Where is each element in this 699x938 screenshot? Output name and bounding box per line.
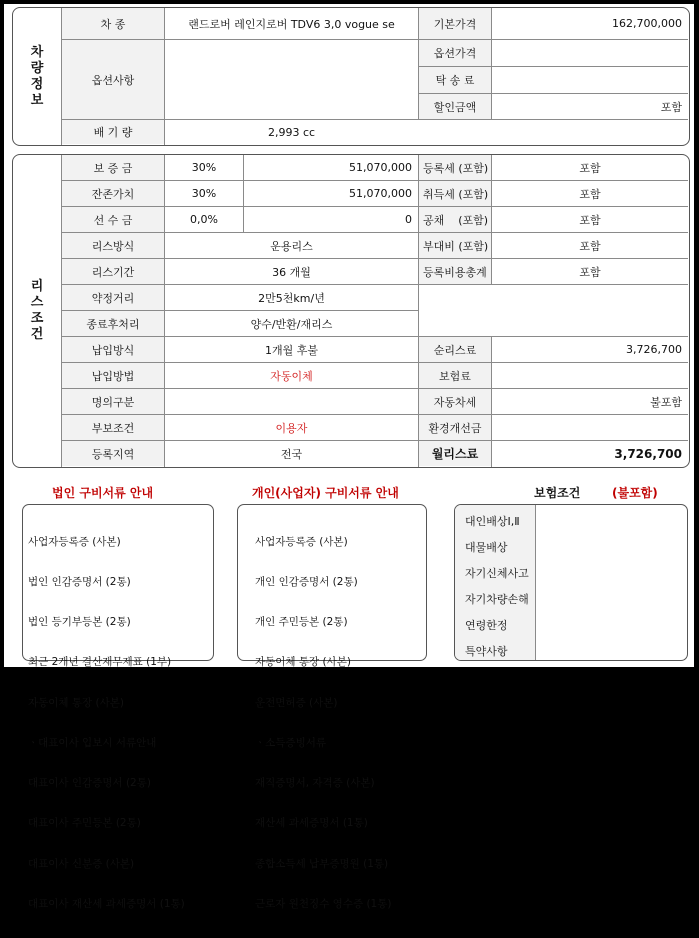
delivery-fee-label: 탁 송 료 xyxy=(419,67,491,93)
advance-value: 0 xyxy=(405,213,412,226)
base-price-value: 162,700,000 xyxy=(612,17,682,30)
region-value: 전국 xyxy=(280,447,303,461)
model-label: 차 종 xyxy=(62,8,164,39)
displacement-value: 2,993 cc xyxy=(267,125,316,139)
list-item: 재산세 과세증명서 (1통) xyxy=(255,817,368,830)
insurance-fee-value xyxy=(492,363,688,388)
deposit-value: 51,070,000 xyxy=(349,161,412,174)
incidental-value: 포함 xyxy=(579,239,601,253)
displacement-label: 배 기 량 xyxy=(62,120,164,144)
list-item: 대표이사 신분증 (사본) xyxy=(28,857,135,870)
monthly-lease-value: 3,726,700 xyxy=(614,446,682,461)
corp-docs-title: 법인 구비서류 안내 xyxy=(52,486,154,500)
option-price-label: 옵션가격 xyxy=(419,40,491,66)
vehicle-section-title: 차 량 정 보 xyxy=(30,44,44,108)
base-price-label: 기본가격 xyxy=(419,8,491,39)
options-label: 옵션사항 xyxy=(62,40,164,119)
end-process-value: 양수/반환/재리스 xyxy=(250,317,333,331)
car-tax-value: 불포함 xyxy=(650,395,682,409)
list-item: 자동이체 통장 (사본) xyxy=(255,656,352,669)
list-item: 운전면허증 (사본) xyxy=(255,696,338,709)
list-item: 법인 인감증명서 (2통) xyxy=(28,576,131,589)
car-tax-label: 자동차세 xyxy=(419,389,491,414)
residual-value: 51,070,000 xyxy=(349,187,412,200)
env-fee-value xyxy=(492,415,688,440)
list-item: ㆍ소득증빙서류 xyxy=(255,736,327,749)
vehicle-info-panel xyxy=(12,7,690,146)
list-item: 개인 인감증명서 (2통) xyxy=(255,576,358,589)
list-item: 법인 등기부등본 (2통) xyxy=(28,616,131,629)
list-item: 최근 2개년 결산재무제표 (1부) xyxy=(28,656,172,669)
list-item: 대표이사 주민등본 (2통) xyxy=(28,817,141,830)
insurance-note: (불포함) xyxy=(612,486,658,500)
insurance-item: 특약사항 xyxy=(465,645,508,658)
list-item: 사업자등록증 (사본) xyxy=(255,535,348,548)
reg-total-label: 등록비용총계 xyxy=(419,259,491,284)
insurance-item: 대인배상Ⅰ,Ⅱ xyxy=(465,515,520,528)
insurance-box xyxy=(454,504,688,661)
reg-total-value: 포함 xyxy=(579,265,601,279)
list-item: 사업자등록증 (사본) xyxy=(28,535,121,548)
monthly-lease-label: 월리스료 xyxy=(419,441,491,466)
list-item: 근로자 원천징수 영수증 (1통) xyxy=(255,897,392,910)
list-item: 종합소득세 납부증명원 (1통) xyxy=(255,857,389,870)
blank-area xyxy=(419,285,688,336)
insurance-item: 대물배상 xyxy=(465,541,508,554)
end-process-label: 종료후처리 xyxy=(62,311,164,336)
bond-label: 공채 (포함) xyxy=(419,207,491,232)
mileage-value: 2만5천km/년 xyxy=(258,291,325,305)
residual-percent: 30% xyxy=(191,187,217,200)
reg-tax-value: 포함 xyxy=(579,161,601,175)
method-label: 리스방식 xyxy=(62,233,164,258)
personal-docs-title: 개인(사업자) 구비서류 안내 xyxy=(252,486,399,500)
env-fee-label: 환경개선금 xyxy=(419,415,491,440)
insurance-item: 자기신체사고 xyxy=(465,567,529,580)
pay-way-label: 납입방식 xyxy=(62,337,164,362)
period-value: 36 개월 xyxy=(272,265,311,279)
delivery-fee-value xyxy=(492,67,688,93)
net-lease-label: 순리스료 xyxy=(419,337,491,362)
advance-percent: 0,0% xyxy=(190,213,218,226)
lease-section-title: 리 스 조 건 xyxy=(30,279,44,342)
option-price-value xyxy=(492,40,688,66)
pay-way-value: 1개월 후불 xyxy=(265,343,318,357)
reg-tax-label: 등록세 (포함) xyxy=(419,155,491,180)
list-item: 재직증명서, 자격증 (사본) xyxy=(255,777,375,790)
mileage-label: 약정거리 xyxy=(62,285,164,310)
list-item: 대표이사 인감증명서 (2통) xyxy=(28,777,151,790)
model-value: 랜드로버 레인지로버 TDV6 3,0 vogue se xyxy=(188,17,395,31)
pay-method-value: 자동이체 xyxy=(270,369,313,383)
extra-condition-label: 부보조건 xyxy=(62,415,164,440)
period-label: 리스기간 xyxy=(62,259,164,284)
insurance-fee-label: 보험료 xyxy=(419,363,491,388)
extra-condition-value: 이용자 xyxy=(275,421,308,435)
bond-value: 포함 xyxy=(579,213,601,227)
corp-docs-list xyxy=(28,509,185,938)
net-lease-value: 3,726,700 xyxy=(626,343,682,356)
list-item: 자동이체 통장 (사본) xyxy=(28,696,125,709)
residual-label: 잔존가치 xyxy=(62,181,164,206)
region-label: 등록지역 xyxy=(62,441,164,466)
insurance-title: 보험조건 xyxy=(534,486,581,500)
insurance-item: 연령한정 xyxy=(465,619,508,632)
personal-docs-list xyxy=(255,509,391,938)
discount-value: 포함 xyxy=(660,100,682,114)
lease-conditions-panel xyxy=(12,154,690,468)
incidental-label: 부대비 (포함) xyxy=(419,233,491,258)
acq-tax-label: 취득세 (포함) xyxy=(419,181,491,206)
owner-value xyxy=(165,389,418,414)
owner-label: 명의구분 xyxy=(62,389,164,414)
options-value xyxy=(165,40,418,119)
deposit-percent: 30% xyxy=(191,161,217,174)
list-item: 대표이사 재산세 과세증명서 (1통) xyxy=(28,897,185,910)
advance-label: 선 수 금 xyxy=(62,207,164,232)
insurance-item: 자기차량손해 xyxy=(465,593,529,606)
discount-label: 할인금액 xyxy=(419,94,491,119)
acq-tax-value: 포함 xyxy=(579,187,601,201)
list-item: 개인 주민등본 (2통) xyxy=(255,616,348,629)
list-item: ㆍ대표이사 입보시 서류안내 xyxy=(28,736,157,749)
deposit-label: 보 증 금 xyxy=(62,155,164,180)
method-value: 운용리스 xyxy=(270,239,313,253)
lease-quote-sheet xyxy=(4,4,694,910)
pay-method-label: 납입방법 xyxy=(62,363,164,388)
